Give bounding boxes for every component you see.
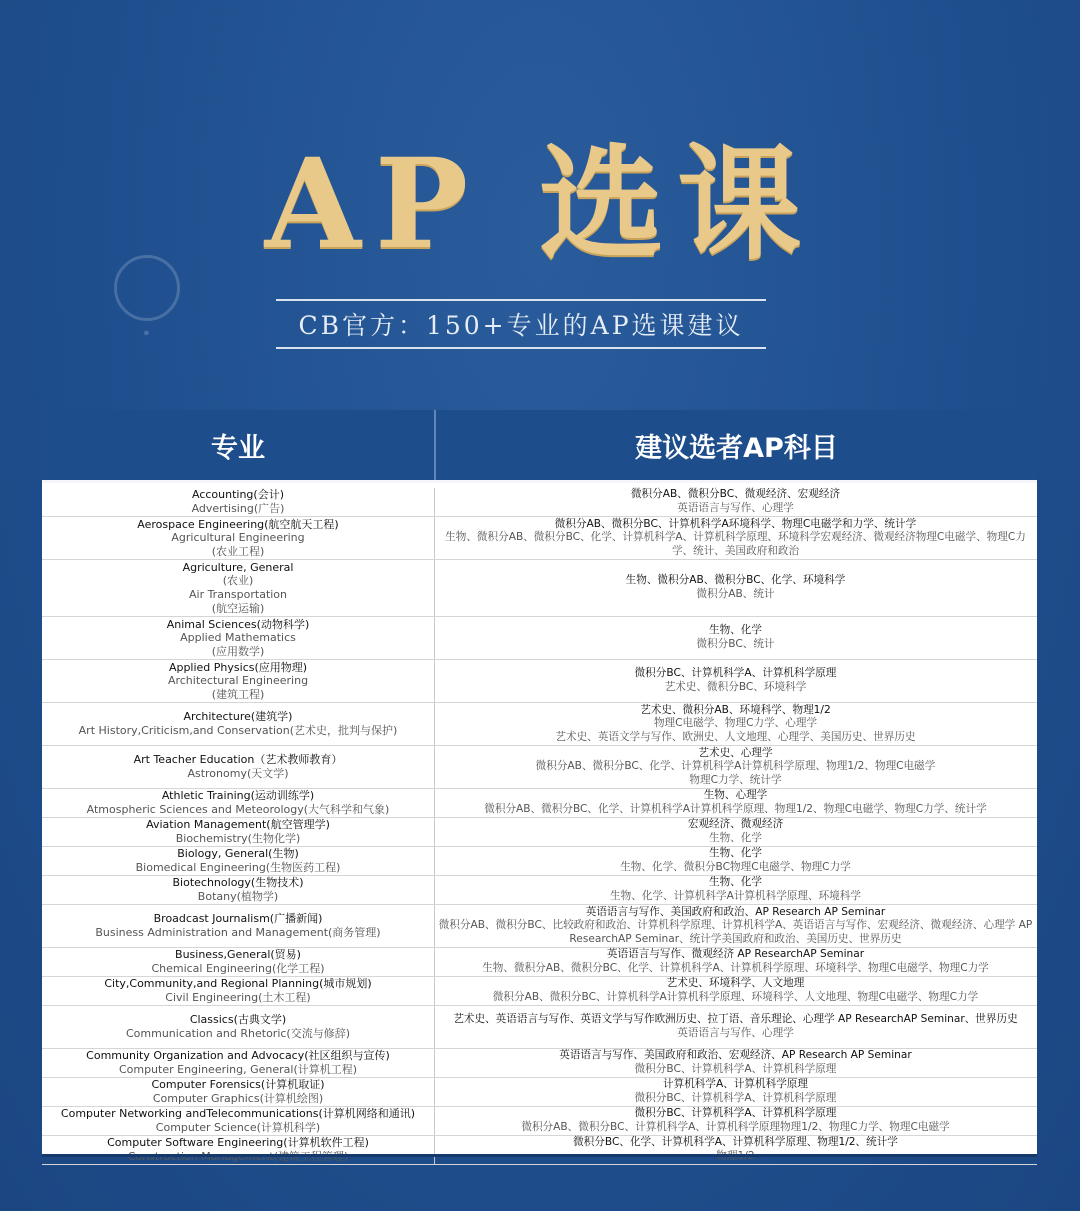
subjects-line: 艺术史、英语语言与写作、英语文学与写作欧洲历史、拉丁语、音乐理论、心理学 AP ResearchAP Seminar、世界历史	[453, 1013, 1018, 1026]
major-cell	[42, 876, 435, 904]
major-line: Broadcast Journalism(广播新闻)	[153, 912, 323, 926]
table-row	[42, 488, 1037, 517]
table-row	[42, 660, 1037, 703]
major-cell	[42, 517, 435, 559]
major-line: (农业工程)	[211, 544, 265, 558]
major-line: Computer Forensics(计算机取证)	[151, 1078, 325, 1092]
major-line: Computer Engineering, General(计算机工程)	[118, 1063, 358, 1076]
major-line: Athletic Training(运动训练学)	[161, 789, 315, 803]
major-line: Biology, General(生物)	[177, 847, 299, 861]
ap-course-table	[42, 410, 1037, 1154]
table-row	[42, 703, 1037, 746]
table-row	[42, 1136, 1037, 1165]
header-subjects: 建议选者AP科目	[635, 432, 838, 464]
subjects-line: 微积分BC、化学、计算机科学A、计算机科学原理、物理1/2、统计学	[573, 1136, 898, 1149]
major-line: Computer Graphics(计算机绘图)	[152, 1092, 324, 1105]
major-cell	[42, 905, 435, 947]
major-line: Agricultural Engineering	[171, 531, 305, 545]
major-line: Accounting(会计)	[191, 488, 284, 502]
major-line: Chemical Engineering(化学工程)	[151, 962, 325, 975]
major-line: Atmospheric Sciences and Meteorology(大气科学和气象)	[86, 803, 390, 816]
table-row	[42, 517, 1037, 560]
subjects-line: 生物、化学	[709, 624, 762, 637]
major-line: Classics(古典文学)	[189, 1013, 287, 1027]
subjects-cell	[435, 617, 1036, 659]
subjects-line: 艺术史、心理学	[698, 746, 773, 759]
major-line: Architectural Engineering	[167, 674, 309, 688]
subtitle-top-divider	[276, 299, 766, 301]
subjects-line: 微积分AB、微积分BC、比较政府和政治、计算机科学原理、计算机科学A、英语语言与写作、宏观经济、微观经济、心理学 AP ResearchAP Seminar、统计学美国政府和政治、美国历史、世界历史	[438, 919, 1033, 945]
major-line: Applied Physics(应用物理)	[168, 660, 308, 674]
subjects-line: 生物、微积分AB、微积分BC、化学、环境科学	[625, 574, 846, 587]
major-line: (建筑工程)	[211, 687, 265, 701]
subjects-cell	[435, 1006, 1036, 1048]
subjects-cell	[435, 789, 1036, 817]
subjects-line: 生物、化学	[709, 847, 762, 860]
table-row	[42, 789, 1037, 818]
subjects-line: 微积分AB、微积分BC、化学、计算机科学A计算机科学原理、物理1/2、物理C电磁学、物理C力学、统计学	[484, 803, 987, 815]
major-cell	[42, 977, 435, 1005]
subjects-cell	[435, 517, 1036, 559]
major-line: Business Administration and Management(商务管理)	[95, 926, 381, 939]
subjects-line: 微积分BC、计算机科学A、计算机科学原理	[634, 1107, 837, 1120]
major-cell	[42, 1078, 435, 1106]
watermark-logo-icon: ●	[92, 255, 202, 350]
subjects-line: 宏观经济、微观经济	[687, 818, 784, 831]
major-cell	[42, 789, 435, 817]
page-title: AP 选课	[264, 132, 816, 277]
subjects-line: 生物、微积分AB、微积分BC、化学、计算机科学A、计算机科学原理、环境科学、物理C电磁学、物理C力学	[482, 962, 989, 974]
table-row	[42, 560, 1037, 617]
table-row	[42, 818, 1037, 847]
major-line: Computer Networking andTelecommunications(计算机网络和通讯)	[60, 1107, 416, 1121]
subjects-line: 英语语言与写作、心理学	[677, 502, 794, 514]
subjects-line: 计算机科学A、计算机科学原理	[663, 1078, 808, 1091]
subjects-line: 微积分AB、微积分BC、微观经济、宏观经济	[630, 488, 841, 501]
subjects-line: 艺术史、英语文学与写作、欧洲史、人文地理、心理学、美国历史、世界历史	[555, 730, 916, 743]
major-line: Art Teacher Education（艺术教师教育）	[133, 753, 343, 767]
major-line: Biochemistry(生物化学)	[175, 832, 301, 845]
subjects-cell	[435, 1049, 1036, 1077]
table-row	[42, 876, 1037, 905]
major-line: Air Transportation	[188, 588, 288, 601]
subjects-line: 生物、心理学	[703, 789, 768, 802]
table-header	[42, 410, 1037, 480]
subjects-cell	[435, 746, 1036, 788]
subjects-line: 生物、化学、计算机科学A计算机科学原理、环境科学	[610, 890, 861, 902]
subjects-cell	[435, 703, 1036, 745]
subjects-line: 艺术史、环境科学、人文地理	[666, 977, 805, 990]
major-line: Architecture(建筑学)	[183, 710, 293, 724]
major-line: Communication and Rhetoric(交流与修辞)	[125, 1027, 351, 1040]
subjects-line: 微积分AB、微积分BC、计算机科学A环境科学、物理C电磁学和力学、统计学	[554, 517, 917, 530]
major-line: Biomedical Engineering(生物医药工程)	[135, 861, 341, 874]
subjects-cell	[435, 660, 1036, 702]
subjects-cell	[435, 488, 1036, 516]
major-line: Aviation Management(航空管理学)	[146, 818, 330, 832]
table-row	[42, 1107, 1037, 1136]
subjects-line: 物理C电磁学、物理C力学、心理学	[653, 717, 818, 730]
table-row	[42, 905, 1037, 948]
major-line: Advertising(广告)	[191, 502, 285, 515]
subjects-line: 微积分BC、统计	[696, 638, 775, 650]
subjects-line: 微积分AB、微积分BC、计算机科学A、计算机科学原理物理1/2、物理C力学、物理C电磁学	[521, 1121, 950, 1133]
subjects-cell	[435, 1136, 1036, 1164]
table-row	[42, 1006, 1037, 1049]
major-cell	[42, 488, 435, 516]
subjects-line: 微积分AB、微积分BC、化学、计算机科学A计算机科学原理、物理1/2、物理C电磁学	[535, 760, 936, 773]
major-cell	[42, 703, 435, 745]
major-cell	[42, 660, 435, 702]
subtitle-bottom-divider	[276, 347, 766, 349]
subjects-line: 微积分BC、计算机科学A、计算机科学原理	[634, 1092, 837, 1104]
major-line: Art History,Criticism,and Conservation(艺术史，批判与保护)	[78, 724, 398, 737]
major-line: (航空运输)	[211, 601, 265, 615]
major-line: City,Community,and Regional Planning(城市规划)	[104, 977, 372, 991]
major-cell	[42, 560, 435, 616]
major-cell	[42, 847, 435, 875]
subjects-line: 英语语言与写作、美国政府和政治、宏观经济、AP Research AP Seminar	[559, 1049, 912, 1062]
major-line: (农业)	[222, 574, 254, 588]
subjects-line: 微积分AB、微积分BC、计算机科学A计算机科学原理、环境科学、人文地理、物理C电磁学、物理C力学	[492, 991, 979, 1003]
subjects-line: 生物、微积分AB、微积分BC、化学、计算机科学A、计算机科学原理、环境科学宏观经济、微观经济物理C电磁学、物理C力学、统计、美国政府和政治	[445, 531, 1026, 557]
table-body	[42, 480, 1037, 1165]
subjects-line: 生物、化学、微积分BC物理C电磁学、物理C力学	[620, 861, 851, 873]
subjects-line: 微积分BC、计算机科学A、计算机科学原理	[634, 1063, 837, 1075]
major-line: Astronomy(天文学)	[187, 767, 289, 780]
table-bottom-edge	[42, 1154, 1037, 1157]
major-line: Botany(植物学)	[197, 890, 279, 903]
major-line: (应用数学)	[211, 644, 265, 658]
table-row	[42, 617, 1037, 660]
subjects-line: 微积分AB、统计	[696, 588, 775, 600]
header-major: 专业	[42, 410, 436, 480]
subjects-line: 英语语言与写作、微观经济 AP ResearchAP Seminar	[606, 948, 865, 961]
major-cell	[42, 1136, 435, 1164]
major-cell	[42, 746, 435, 788]
table-row	[42, 847, 1037, 876]
major-line: Business,General(贸易)	[175, 948, 301, 962]
subjects-cell	[435, 977, 1036, 1005]
subjects-line: 物理C力学、统计学	[689, 773, 782, 786]
major-cell	[42, 818, 435, 846]
major-cell	[42, 948, 435, 976]
table-row	[42, 1049, 1037, 1078]
subjects-cell	[435, 818, 1036, 846]
subjects-cell	[435, 847, 1036, 875]
subjects-line: 英语语言与写作、美国政府和政治、AP Research AP Seminar	[585, 905, 886, 918]
major-line: Computer Science(计算机科学)	[155, 1121, 321, 1134]
subjects-cell	[435, 560, 1036, 616]
major-line: Civil Engineering(土木工程)	[165, 991, 311, 1004]
table-row	[42, 977, 1037, 1006]
major-line: Animal Sciences(动物科学)	[166, 617, 310, 631]
subjects-cell	[435, 876, 1036, 904]
major-line: Biotechnology(生物技术)	[172, 876, 304, 890]
major-cell	[42, 617, 435, 659]
subjects-line: 生物、化学	[709, 832, 762, 844]
subjects-cell	[435, 905, 1036, 947]
table-row	[42, 948, 1037, 977]
major-cell	[42, 1049, 435, 1077]
subjects-line: 微积分BC、计算机科学A、计算机科学原理	[634, 667, 837, 680]
subjects-line: 艺术史、微积分BC、环境科学	[664, 681, 807, 693]
table-row	[42, 746, 1037, 789]
subjects-line: 生物、化学	[709, 876, 762, 889]
subjects-line: 英语语言与写作、心理学	[677, 1027, 794, 1039]
major-line: Community Organization and Advocacy(社区组织与宣传)	[86, 1049, 390, 1063]
subjects-line: 艺术史、微积分AB、环境科学、物理1/2	[640, 703, 831, 716]
page-subtitle: CB官方：150+专业的AP选课建议	[298, 311, 744, 340]
major-cell	[42, 1107, 435, 1135]
subjects-cell	[435, 948, 1036, 976]
major-line: Aerospace Engineering(航空航天工程)	[137, 517, 339, 531]
major-line: Computer Software Engineering(计算机软件工程)	[107, 1136, 369, 1150]
subjects-cell	[435, 1107, 1036, 1135]
table-row	[42, 1078, 1037, 1107]
major-line: Agriculture, General	[182, 560, 294, 574]
major-line: Applied Mathematics	[180, 631, 296, 645]
subjects-cell	[435, 1078, 1036, 1106]
major-cell	[42, 1006, 435, 1048]
